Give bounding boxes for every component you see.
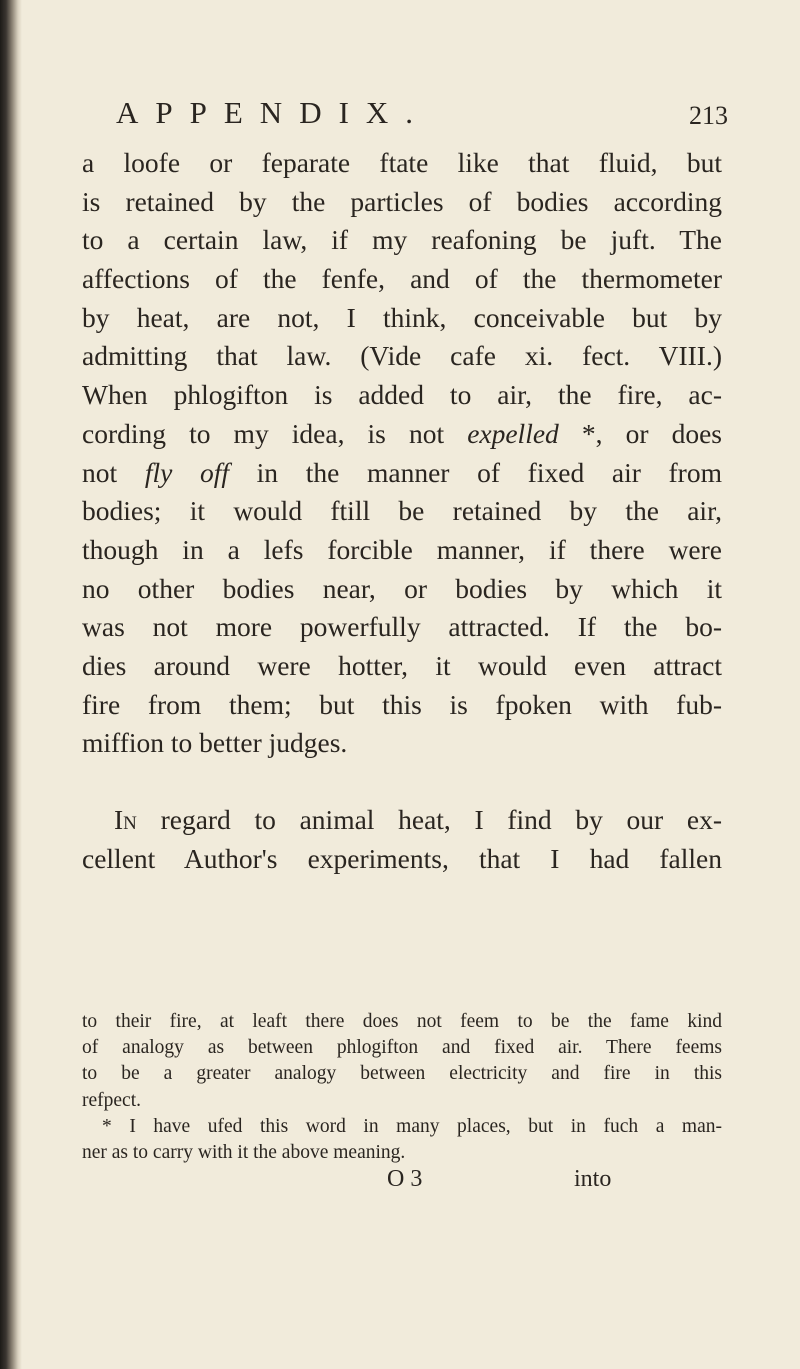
text-line: When phlogifton is added to air, the fire, ac- [82,379,722,411]
paragraph-initial-word: In [114,804,137,835]
italic-word: expelled [467,417,559,449]
text-line: affections of the fenfe, and of the thermometer [82,263,722,295]
footnote-line: * I have ufed this word in many places, but in fuch a man- [102,1115,722,1137]
page-header [0,95,800,139]
page-gutter-shadow [0,0,22,1369]
text-line: by heat, are not, I think, conceivable but by [82,301,722,333]
footnote-line: refpect. [82,1089,141,1111]
text-line: was not more powerfully attracted. If the bo- [82,611,722,643]
footnote-line: to their fire, at leaft there does not feem to be the fame kind [82,1011,722,1032]
text-run: *, or does [558,417,722,449]
text-line: cellent Author's experiments, that I had fallen [82,842,722,874]
text-line: no other bodies near, or bodies by which it [82,572,722,604]
text-line: admitting that law. (Vide cafe xi. fect. VIII.) [82,340,722,372]
text-line: is retained by the particles of bodies according [82,185,722,217]
printer-signature: O 3 [387,1166,423,1192]
italic-phrase: fly off [144,456,229,488]
text-line: bodies; it would ftill be retained by the air, [82,495,722,527]
text-run: not [82,456,145,488]
footnote-line: of analogy as between phlogifton and fixed air. There feems [82,1037,722,1059]
footnote-line: ner as to carry with it the above meaning. [82,1141,406,1163]
text-line: dies around were hotter, it would even attract [82,649,722,681]
text-line: a loofe or feparate ftate like that fluid, but [82,147,722,178]
text-line [82,415,722,454]
main-text [82,144,722,878]
text-run: regard to animal heat, I find by our ex- [136,804,722,835]
paragraph-gap [82,763,722,801]
running-title: APPENDIX. [116,95,431,130]
footnotes [82,1009,722,1166]
page-number: 213 [689,101,728,130]
text-line: fire from them; but this is fpoken with fub- [82,688,722,720]
text-line: to a certain law, if my reafoning be juft. The [82,224,722,256]
catchword: into [574,1166,612,1192]
text-line [82,801,722,840]
text-line: miffion to better judges. [82,727,348,759]
text-line: though in a lefs forcible manner, if there were [82,533,722,565]
footnote-line: to be a greater analogy between electricity and fire in this [82,1063,722,1085]
text-run: cording to my idea, is not [82,417,468,449]
text-run: in the manner of fixed air from [229,456,722,488]
text-line [82,454,722,493]
